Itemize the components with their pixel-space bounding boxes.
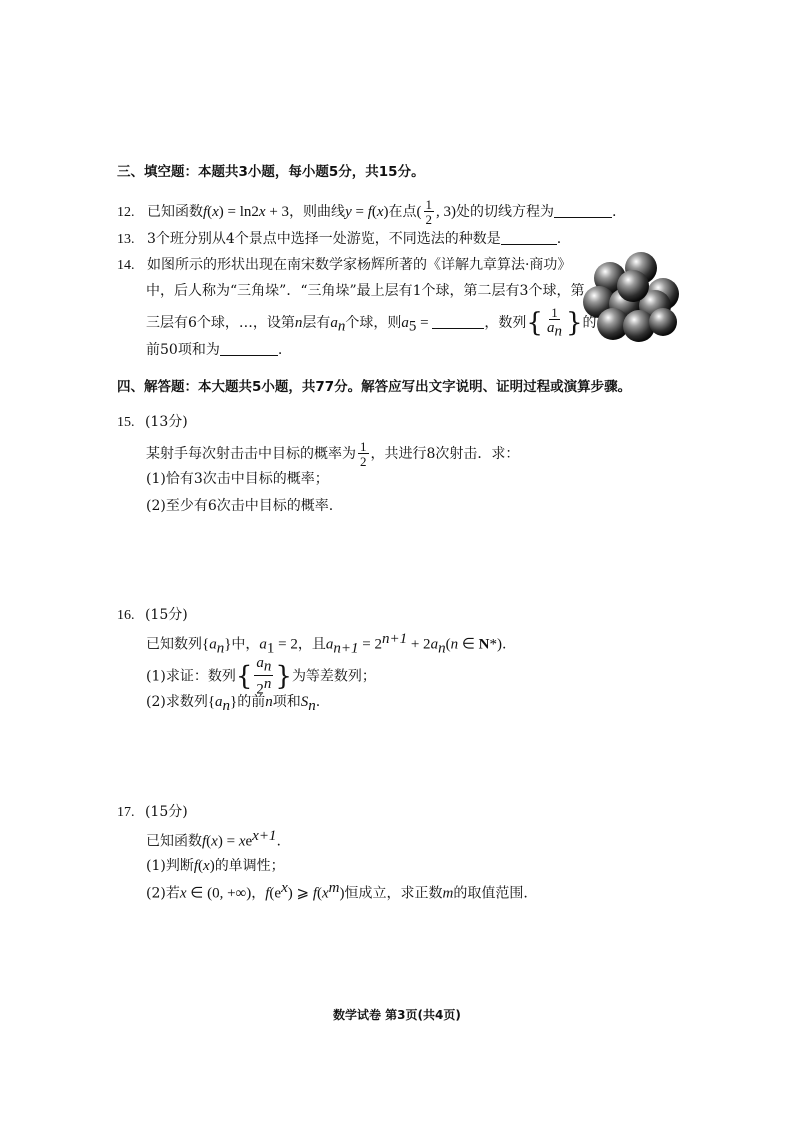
answer-blank[interactable] [220,355,278,356]
question-15-part-2: (2)至少有6次击中目标的概率. [146,498,334,514]
question-15-heading [117,411,188,431]
answer-blank[interactable] [501,244,557,245]
question-16-stem: 已知数列$\{a_n\}$中，$a_1 = 2$，且$a_{n+1} = 2^{n+1} + 2a_n(n$ ∈ N*). [146,631,507,657]
question-number: 16. [117,608,135,623]
fraction-one-half: $\frac{1}{2}$ [360,439,367,469]
ball [649,308,677,336]
question-number: 17. [117,805,135,820]
question-15-stem: 某射手每次射击击中目标的概率为 $\frac{1}{2}$ ，共进行8次射击．求： [146,439,520,469]
question-number: 14. [117,258,135,273]
fraction-one-half: $\frac{1}{2}$ [425,197,433,227]
question-14-line-3: 三层有6个球，…，设第n层有$a_n$个球，则$a_5$ = ，数列{ $\frac{1}{a_n}$ }的 [146,305,597,340]
question-score: (15分) [144,607,188,623]
question-14: 14. 如图所示的形状出现在南宋数学家杨辉所著的《详解九章算法·商功》 [117,257,572,273]
question-17-stem: 已知函数$f(x) = xe^{x+1}$. [146,828,281,850]
question-16-part-2: (2)求数列$\{a_n\}$的前n项和$S_n$. [146,694,321,714]
answer-blank[interactable] [554,217,612,218]
question-number: 12. [117,205,135,220]
fraction-an-over-2n: $\frac{a_n}{2^n}$ [256,655,272,697]
question-15-part-1: (1)恰有3次击中目标的概率； [146,471,329,487]
page-footer: 数学试卷 第3页(共4页) [333,1008,461,1022]
question-12: 12. 已知函数f(x) = ln2x + 3，则曲线y = f(x)在点( $\frac{1}{2}$ , 3)处的切线方程为 . [117,197,617,227]
question-16-heading [117,604,188,624]
question-number: 15. [117,415,135,430]
question-14-line-2: 中，后人称为“三角垛”．“三角垛”最上层有1个球，第二层有3个球，第 [146,283,585,299]
question-16-part-1: (1)求证：数列{ $\frac{a_n}{2^n}$ }为等差数列； [146,655,376,697]
question-17-part-2: (2)若x ∈ (0, +∞)，$f(e^x)$ ⩾ $f(x^m)$恒成立，求正数m的取值范围. [146,880,528,902]
section-4-header: 四、解答题：本大题共5小题，共77分。解答应写出文字说明、证明过程或演算步骤。 [117,379,632,395]
section-3-header: 三、填空题：本题共3小题，每小题5分，共15分。 [117,164,425,180]
answer-blank[interactable] [432,328,484,329]
question-13: 13. 3个班分别从4个景点中选择一处游览，不同选法的种数是 . [117,231,562,247]
question-17-heading [117,801,188,821]
fraction-one-over-an: $\frac{1}{a_n}$ [546,305,562,340]
question-17-part-1: (1)判断f(x)的单调性； [146,858,285,874]
question-score: (15分) [144,804,188,820]
question-number: 13. [117,232,135,247]
question-14-line-4: 前50项和为 . [146,342,283,358]
triangular-stack-illustration [577,238,697,348]
ball [617,270,649,302]
question-score: (13分) [144,414,188,430]
